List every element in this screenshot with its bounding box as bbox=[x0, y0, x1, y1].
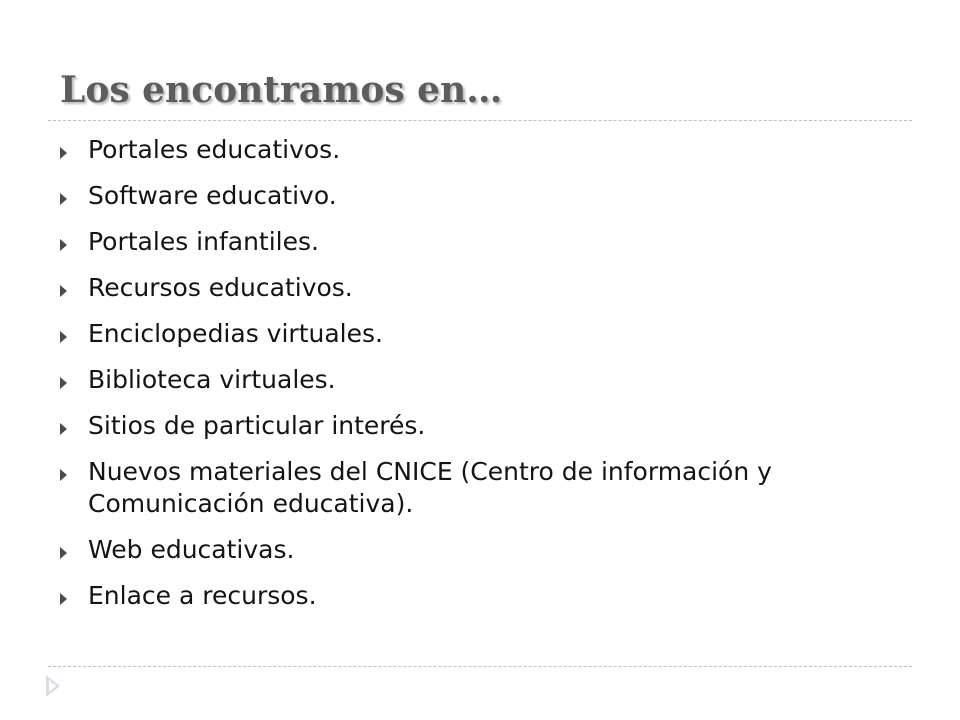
title-divider bbox=[48, 120, 912, 121]
footer-divider bbox=[48, 666, 912, 667]
list-item-text: Portales infantiles. bbox=[88, 227, 319, 256]
list-item-text: Sitios de particular interés. bbox=[88, 411, 426, 440]
list-item bbox=[60, 456, 910, 520]
play-arrow-icon bbox=[46, 675, 60, 697]
list-item bbox=[60, 272, 910, 304]
triangle-right-icon bbox=[60, 147, 67, 159]
list-item bbox=[60, 534, 910, 566]
triangle-right-icon bbox=[60, 239, 67, 251]
triangle-right-icon bbox=[60, 423, 67, 435]
list-item bbox=[60, 410, 910, 442]
bullet-list bbox=[60, 134, 910, 626]
list-item bbox=[60, 180, 910, 212]
list-item-text: Web educativas. bbox=[88, 535, 295, 564]
list-item-text: Nuevos materiales del CNICE (Centro de información y Comunicación educativa). bbox=[88, 457, 772, 518]
triangle-right-icon bbox=[60, 331, 67, 343]
list-item bbox=[60, 226, 910, 258]
list-item-text: Enlace a recursos. bbox=[88, 581, 317, 610]
list-item bbox=[60, 318, 910, 350]
list-item-text: Biblioteca virtuales. bbox=[88, 365, 336, 394]
list-item-text: Software educativo. bbox=[88, 181, 337, 210]
list-item-text: Enciclopedias virtuales. bbox=[88, 319, 383, 348]
list-item bbox=[60, 134, 910, 166]
triangle-right-icon bbox=[60, 547, 67, 559]
list-item-text: Portales educativos. bbox=[88, 135, 341, 164]
triangle-right-icon bbox=[60, 377, 67, 389]
slide-title: Los encontramos en… bbox=[60, 69, 503, 111]
triangle-right-icon bbox=[60, 193, 67, 205]
triangle-right-icon bbox=[60, 593, 67, 605]
list-item bbox=[60, 364, 910, 396]
triangle-right-icon bbox=[60, 285, 67, 297]
list-item-text: Recursos educativos. bbox=[88, 273, 353, 302]
list-item bbox=[60, 580, 910, 612]
triangle-right-icon bbox=[60, 469, 67, 481]
